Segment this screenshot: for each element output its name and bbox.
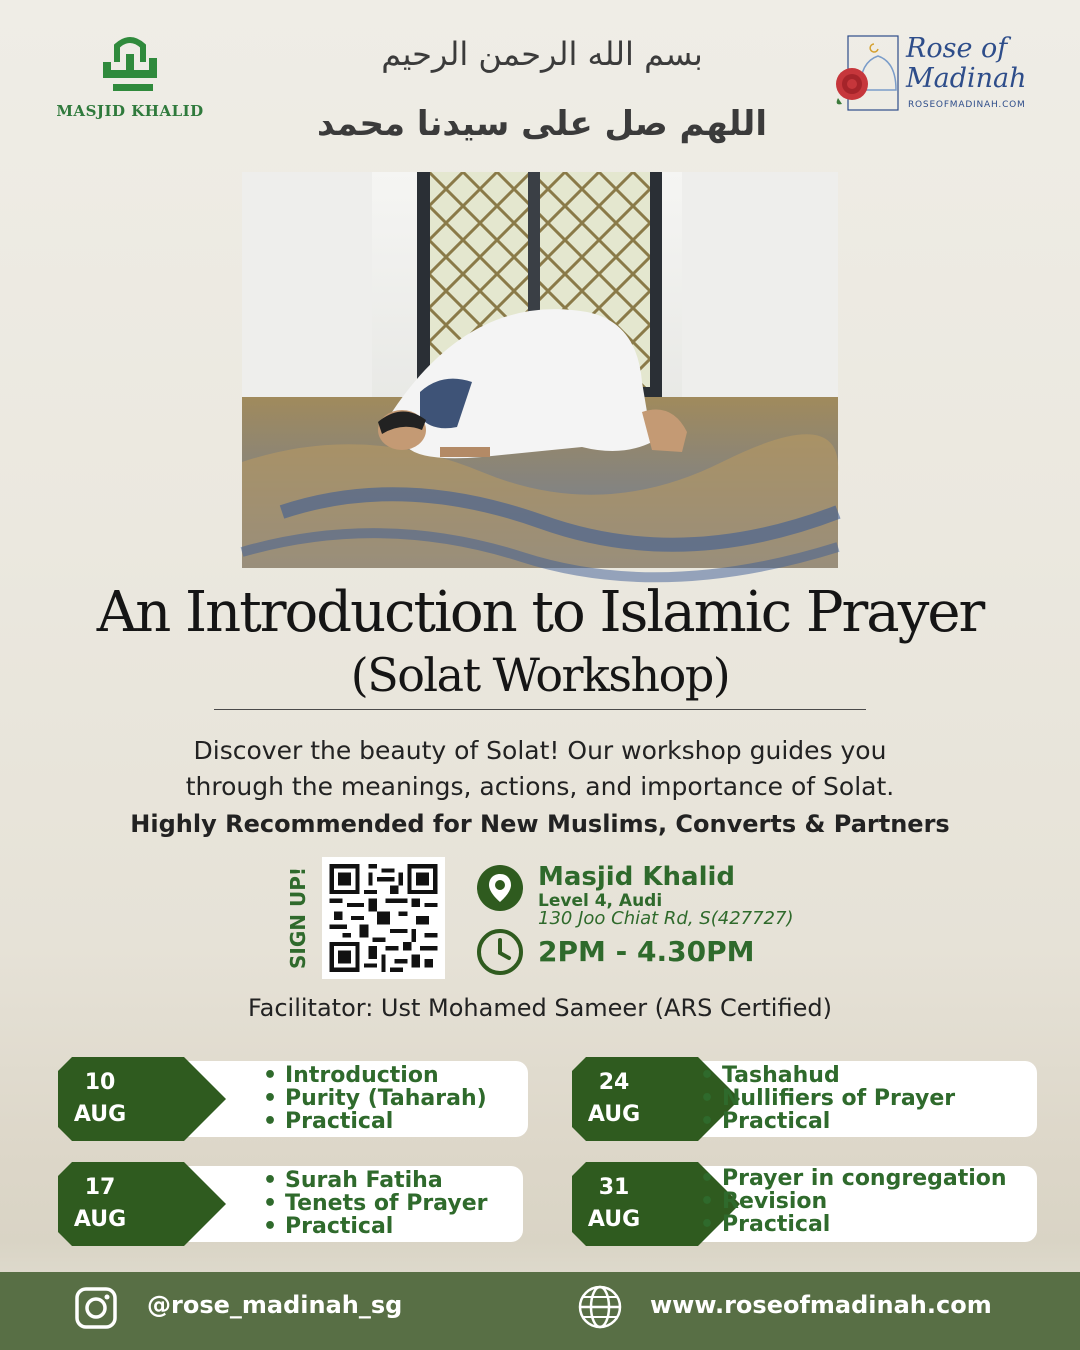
instagram-icon[interactable] bbox=[74, 1286, 118, 1330]
venue-address: 130 Joo Chiat Rd, S(427727) bbox=[538, 908, 794, 929]
rose-dome-icon bbox=[830, 32, 902, 114]
rose-of-madinah-logo bbox=[830, 32, 1045, 117]
session-topic: • Tenets of Prayer bbox=[263, 1192, 487, 1215]
session-topic: • Practical bbox=[263, 1215, 487, 1238]
masjid-khalid-logo bbox=[55, 32, 205, 127]
globe-icon bbox=[577, 1284, 623, 1330]
signup-label bbox=[283, 862, 313, 974]
session-month: AUG bbox=[73, 1102, 127, 1127]
rose-of-madinah-url: ROSEOFMADINAH.COM bbox=[908, 100, 1026, 110]
session-topic: • Nullifiers of Prayer bbox=[700, 1087, 955, 1110]
session-topic: • Purity (Taharah) bbox=[263, 1087, 487, 1110]
session-topics bbox=[700, 1064, 955, 1133]
session-month: AUG bbox=[587, 1102, 641, 1127]
session-topic: • Practical bbox=[263, 1110, 487, 1133]
session-topics bbox=[263, 1169, 487, 1238]
session-card bbox=[58, 1162, 523, 1246]
venue-name: Masjid Khalid bbox=[538, 862, 736, 892]
session-topic: • Prayer in congregation bbox=[700, 1167, 1007, 1190]
session-day: 24 bbox=[598, 1070, 630, 1095]
session-card bbox=[572, 1057, 1037, 1141]
rose-of-madinah-name: Rose of Madinah bbox=[906, 33, 1027, 94]
session-topic: • Practical bbox=[700, 1110, 955, 1133]
facilitator: Facilitator: Ust Mohamed Sameer (ARS Certified) bbox=[248, 994, 832, 1022]
venue-level: Level 4, Audi bbox=[538, 891, 663, 911]
masjid-khalid-name: MASJID KHALID bbox=[56, 102, 204, 120]
session-day: 31 bbox=[598, 1175, 630, 1200]
session-topic: • Introduction bbox=[263, 1064, 487, 1087]
prayer-photo bbox=[242, 172, 838, 568]
description-line-2: through the meanings, actions, and importance of Solat. bbox=[185, 772, 895, 801]
description-line-1: Discover the beauty of Solat! Our workshop guides you bbox=[193, 736, 887, 765]
session-day: 10 bbox=[84, 1070, 116, 1095]
session-day: 17 bbox=[84, 1175, 116, 1200]
calligraphy-salawat: اللهم صل على سيدنا محمد bbox=[317, 104, 767, 144]
arabic-calligraphy bbox=[317, 20, 767, 160]
clock-icon bbox=[476, 928, 524, 976]
session-month: AUG bbox=[587, 1207, 641, 1232]
session-topic: • Tashahud bbox=[700, 1064, 955, 1087]
session-date-badge bbox=[58, 1057, 226, 1141]
session-card bbox=[572, 1162, 1037, 1246]
signup-label-text: SIGN UP! bbox=[286, 867, 310, 969]
page-subtitle: (Solat Workshop) bbox=[350, 648, 730, 702]
session-month: AUG bbox=[73, 1207, 127, 1232]
masjid-khalid-logo-icon bbox=[95, 32, 165, 96]
session-topics bbox=[263, 1064, 487, 1133]
session-topics bbox=[700, 1167, 1007, 1236]
session-topic: • Practical bbox=[700, 1213, 1007, 1236]
session-card bbox=[58, 1057, 528, 1141]
website-link[interactable]: www.roseofmadinah.com bbox=[650, 1291, 992, 1319]
session-topic: • Surah Fatiha bbox=[263, 1169, 487, 1192]
session-date-badge bbox=[58, 1162, 226, 1246]
instagram-handle[interactable]: @rose_madinah_sg bbox=[147, 1291, 403, 1319]
location-pin-icon bbox=[476, 864, 524, 912]
signup-qr-code[interactable] bbox=[322, 857, 445, 979]
recommendation-text: Highly Recommended for New Muslims, Converts & Partners bbox=[130, 810, 950, 838]
session-topic: • Revision bbox=[700, 1190, 1007, 1213]
title-divider bbox=[214, 709, 866, 710]
page-title: An Introduction to Islamic Prayer bbox=[96, 580, 984, 645]
calligraphy-bismillah: بسم الله الرحمن الرحيم bbox=[381, 35, 703, 73]
event-time: 2PM - 4.30PM bbox=[538, 935, 755, 968]
